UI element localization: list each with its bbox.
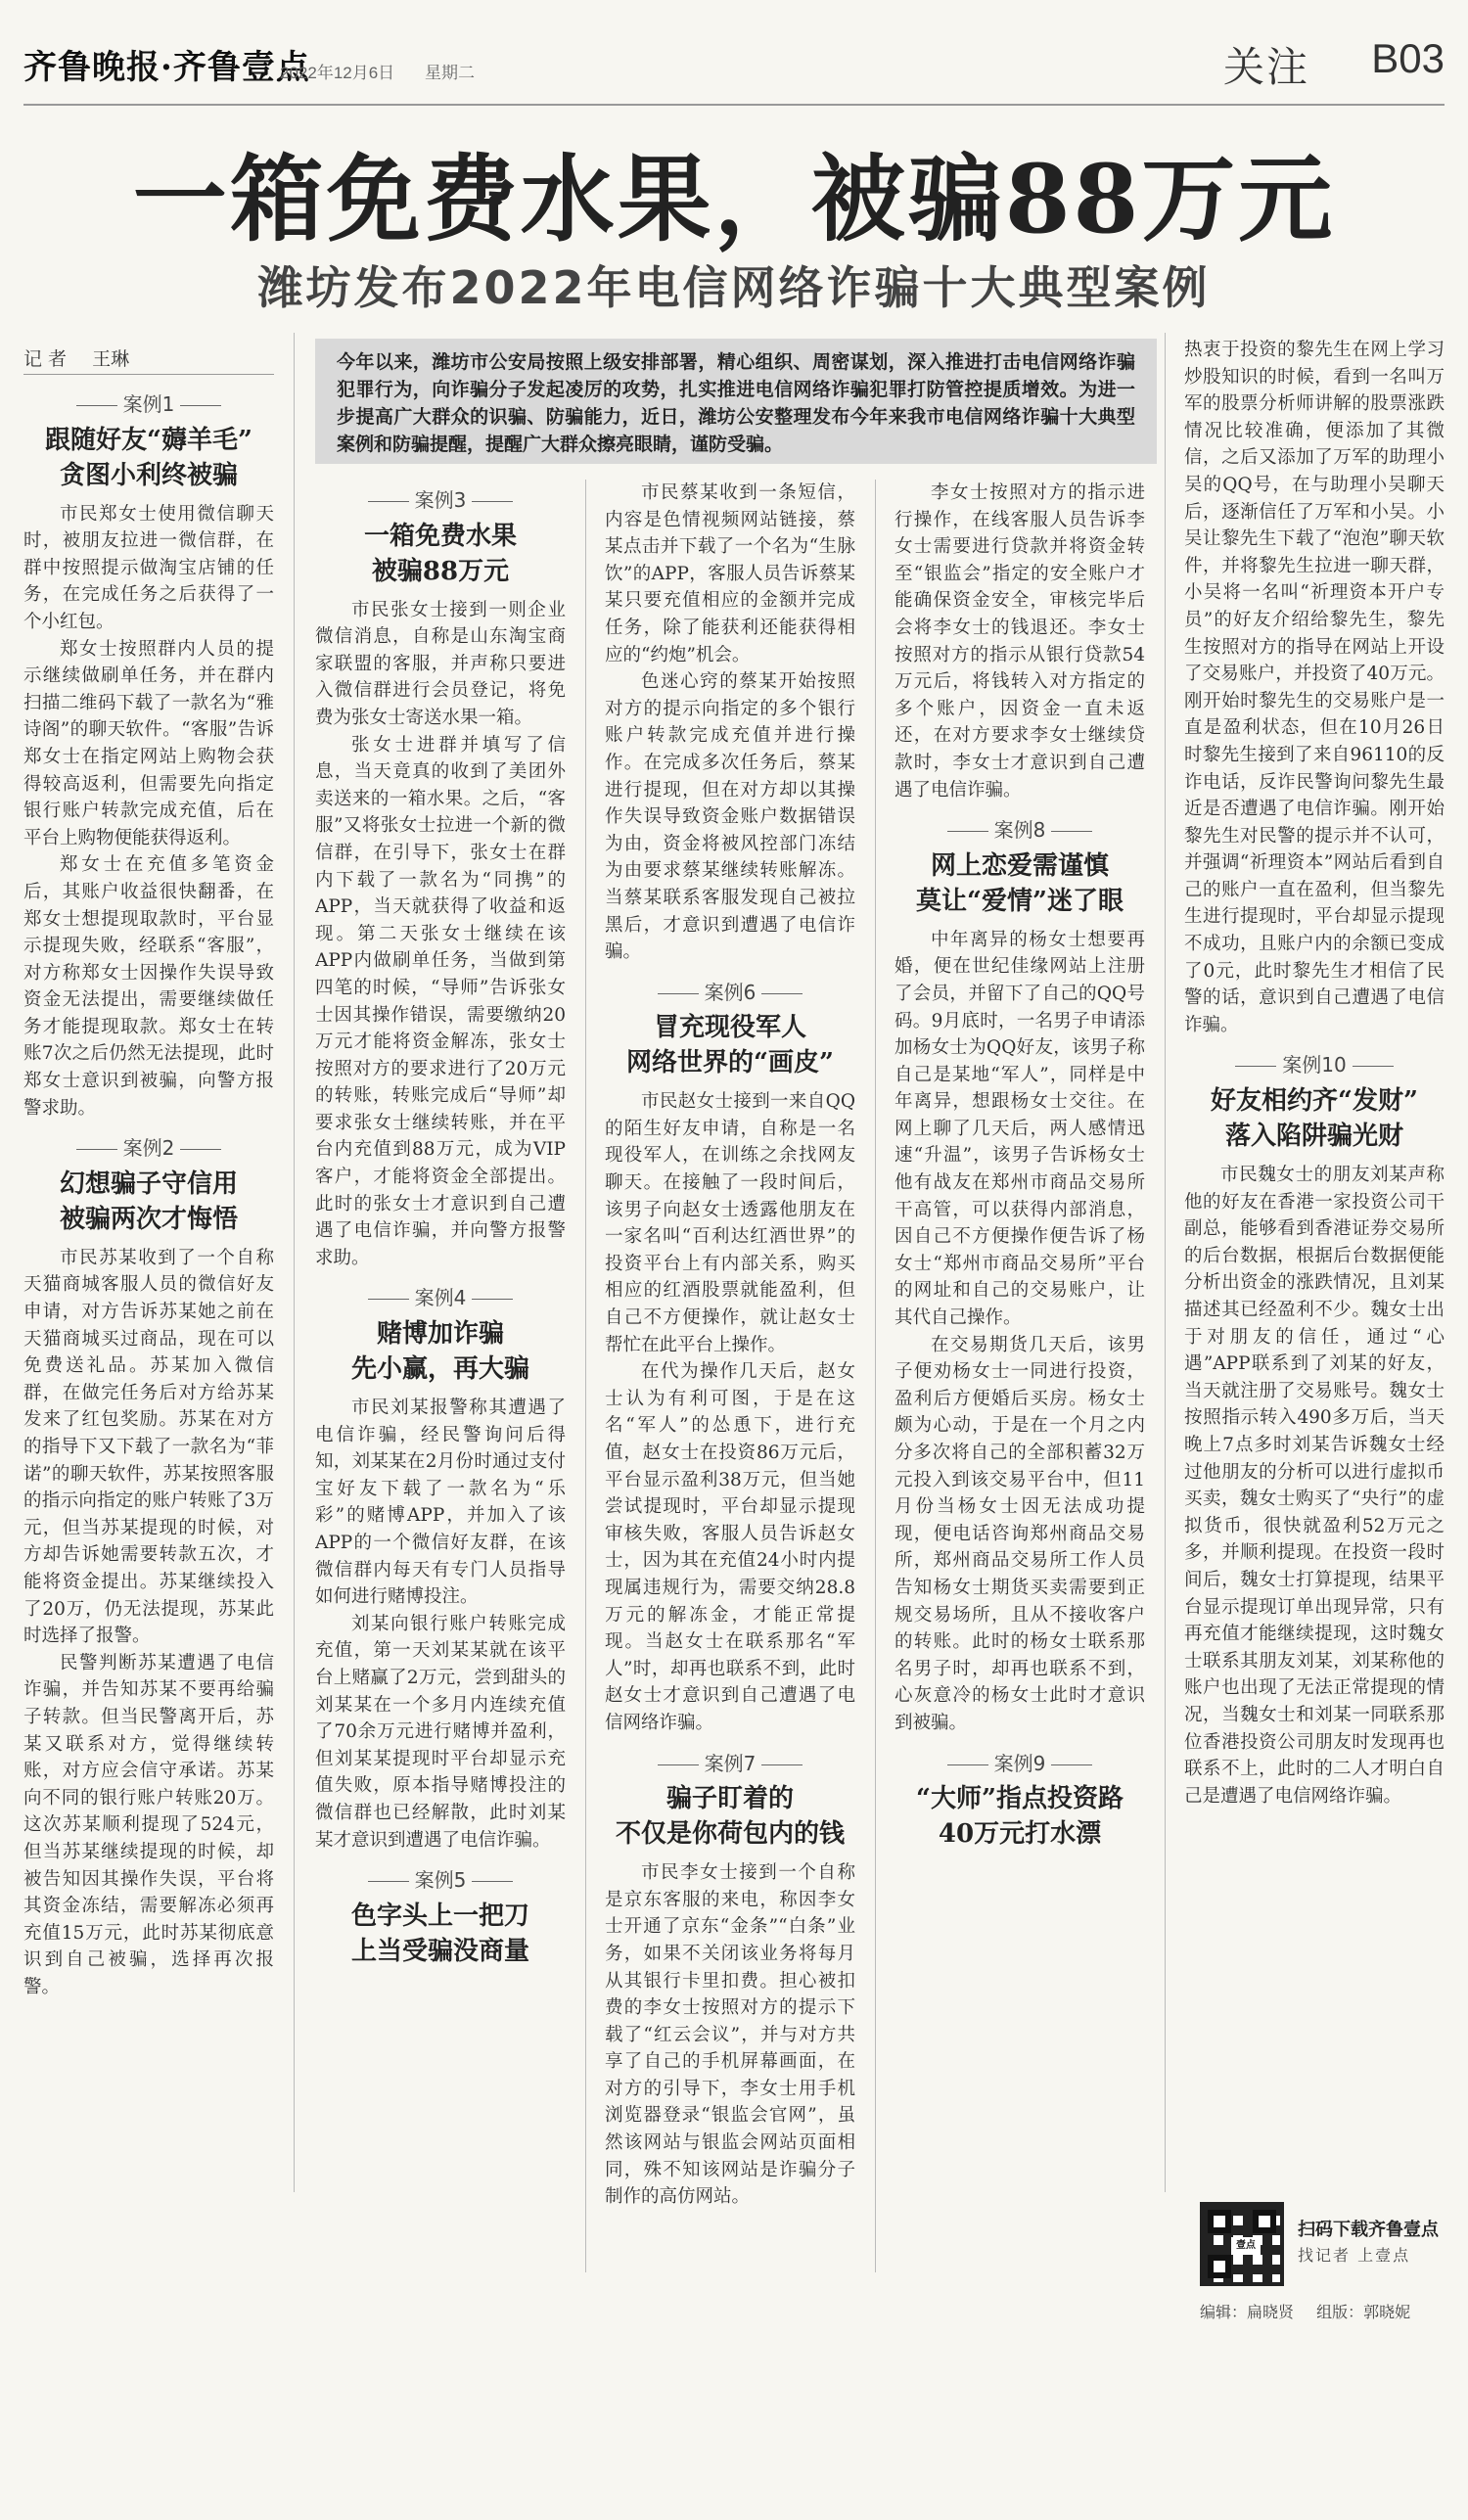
column-divider <box>875 480 876 2272</box>
issue-date: 2022年12月6日 <box>280 64 395 82</box>
article-paragraph: 市民刘某报警称其遭遇了电信诈骗，经民警询问后得知，刘某某在2月份时通过支付宝好友下载了一款名为“乐彩”的赌博APP，并加入了该APP的一个微信好友群，在该微信群内每天有专门人员指导如何进行赌博投注。 <box>315 1397 566 1608</box>
case-title: 赌博加诈骗 先小赢，再大骗 <box>350 1319 529 1385</box>
case-title: 幻想骗子守信用 被骗两次才悔悟 <box>59 1168 238 1234</box>
case-tag: 案例6 <box>605 980 855 1007</box>
article-paragraph: 市民郑女士使用微信聊天时，被朋友拉进一微信群，在群中按照提示做淘宝店铺的任务，在完成任务之后获得了一个小红包。 <box>23 503 274 632</box>
qr-promo <box>1200 2202 1445 2290</box>
case-title: 好友相约齐“发财” 落入陷阱骗光财 <box>1211 1086 1418 1152</box>
byline-label: 记者 <box>23 348 73 370</box>
byline <box>23 344 129 371</box>
case-title: 色字头上一把刀 上当受骗没商量 <box>350 1901 529 1966</box>
page-number: B03 <box>1371 35 1445 81</box>
article-paragraph: 市民李女士接到一个自称是京东客服的来电，称因李女士开通了京东“金条”“白条”业务，如果不关闭该业务将每月从其银行卡里扣费。担心被扣费的李女士按照对方的提示下载了“红云会议”，并与对方共享了自己的手机屏幕画面，在对方的引导下，李女士用手机浏览器登录“银监会官网”，虽然该网站与银监会网站页面相同，殊不知该网站是诈骗分子制作的高仿网站。 <box>605 1862 855 2208</box>
byline-name: 王琳 <box>92 348 130 370</box>
column-divider <box>1165 333 1166 2192</box>
editor-name: 编辑：扁晓贤 <box>1200 2303 1295 2321</box>
article-paragraph: 市民魏女士的朋友刘某声称他的好友在香港一家投资公司干副总，能够看到香港证券交易所的后台数据，根据后台数据便能分析出资金的涨跌情况，且刘某描述其已经盈利不少。魏女士出于对朋友的信任，通过“心遇”APP联系到了刘某的好友，当天就注册了交易账号。魏女士按照指示转入490多万后，当天晚上7点多时刘某告诉魏女士经过他朋友的分析可以进行虚拟币买卖，魏女士购买了“央行”的虚拟货币，很快就盈利52万元之多，并顺利提现。在投资一段时间后，魏女士打算提现，结果平台显示提现订单出现异常，只有再充值才能继续提现，这时魏女士联系其朋友刘某，刘某称他的账户也出现了无法正常提现的情况，当魏女士和刘某一同联系那位香港投资公司朋友时发现再也联系不上，此时的二人才明白自己是遭遇了电信网络诈骗。 <box>1184 1165 1445 1807</box>
article-paragraph: 张女士进群并填写了信息，当天竟真的收到了美团外卖送来的一箱水果。之后，“客服”又将张女士拉进一个新的微信群，在引导下，张女士在群内下载了一款名为“同携”的APP，当天就获得了收益和返现。第二天张女士继续在该APP内做刷单任务，当做到第四笔的时候，“导师”告诉张女士因其操作错误，需要缴纳20万元才能将资金解冻，张女士按照对方的要求进行了20万元的转账，转账完成后“导师”却要求张女士继续转账，并在平台内充值到88万元，成为VIP客户，才能将资金全部提出。此时的张女士才意识到自己遭遇了电信诈骗，并向警方报警求助。 <box>315 734 566 1268</box>
column-5 <box>1184 337 1445 2186</box>
article-paragraph: 热衷于投资的黎先生在网上学习炒股知识的时候，看到一名叫万军的股票分析师讲解的股票涨跌情况比较准确，便添加了其微信，之后又添加了万军的助理小吴的QQ号，在与助理小吴聊天后，逐渐信任了万军和小吴。小吴让黎先生下载了“泡泡”聊天软件，并将黎先生拉进一聊天群，小吴将一名叫“祈理资本开户专员”的好友介绍给黎先生，黎先生按照对方的指导在网站上开设了交易账户，并投资了40万元。刚开始时黎先生的交易账户是一直是盈利状态，但在10月26日时黎先生接到了来自96110的反诈电话，反诈民警询问黎先生最近是否遭遇了电信诈骗。刚开始黎先生对民警的提示并不认可，并强调“祈理资本”网站后看到自己的账户一直在盈利，但当黎先生进行提现时，平台却显示提现不成功，且账户内的余额已变成了0元，此时黎先生才相信了民警的话，意识到自己遭遇了电信诈骗。 <box>1184 340 1445 1035</box>
column-2 <box>315 480 566 2272</box>
article-paragraph: 市民蔡某收到一条短信，内容是色情视频网站链接，蔡某点击并下载了一个名为“生脉饮”的APP，客服人员告诉蔡某某只要充值相应的金额并完成任务，除了能获利还能获得相应的“约炮”机会。 <box>605 482 855 665</box>
column-divider <box>585 480 586 2272</box>
article-paragraph: 郑女士在充值多笔资金后，其账户收益很快翻番，在郑女士想提现取款时，平台显示提现失败，经联系“客服”，对方称郑女士因操作失误导致资金无法提出，需要继续做任务才能提现取款。郑女士在转账7次之后仍然无法提现，此时郑女士意识到被骗，向警方报警求助。 <box>23 854 274 1119</box>
case-tag: 案例1 <box>23 391 274 419</box>
column-4 <box>895 480 1145 2272</box>
column-divider <box>294 333 295 2192</box>
layout-editor-name: 组版：郭晓妮 <box>1316 2303 1411 2321</box>
newspaper-logo <box>23 37 310 90</box>
qr-logo: 壹点 <box>1231 2237 1261 2255</box>
case-tag: 案例2 <box>23 1135 274 1163</box>
masthead-divider <box>23 104 1445 106</box>
case-tag: 案例4 <box>315 1285 566 1312</box>
qr-caption: 扫码下载齐鲁壹点 <box>1298 2220 1439 2240</box>
case-tag: 案例10 <box>1184 1052 1445 1079</box>
case-title: 一箱免费水果 被骗88万元 <box>363 521 517 586</box>
qr-code-icon <box>1200 2202 1284 2286</box>
article-paragraph: 市民赵女士接到一来自QQ的陌生好友申请，自称是一名现役军人，在训练之余找网友聊天。在接触了一段时间后，该男子向赵女士透露他朋友在一家名叫“百利达红酒世界”的投资平台上有内部关系，购买相应的红酒股票就能盈利，但自己不方便操作，就让赵女士帮忙在此平台上操作。 <box>605 1091 855 1355</box>
article-paragraph: 民警判断苏某遭遇了电信诈骗，并告知苏某不要再给骗子转款。但当民警离开后，苏某又联系对方，觉得继续转账，对方应会信守承诺。苏某向不同的银行账户转账20万。这次苏某顺利提现了524元，但当苏某继续提现的时候，却被告知因其操作失误，平台将其资金冻结，需要解冻必须再充值15万元，此时苏某彻底意识到自己被骗，选择再次报警。 <box>23 1652 274 1997</box>
byline-divider <box>23 374 274 375</box>
article-paragraph: 市民苏某收到了一个自称天猫商城客服人员的微信好友申请，对方告诉苏某她之前在天猫商城买过商品，现在可以免费送礼品。苏某加入微信群，在做完任务后对方给苏某发来了红包奖励。苏某在对方的指导下又下载了一款名为“菲诺”的聊天软件，苏某按照客服的指示向指定的账户转账了3万元，但当苏某提现的时候，对方却告诉她需要转款五次，才能将资金提出。苏某继续投入了20万，仍无法提现，苏某此时选择了报警。 <box>23 1247 274 1647</box>
case-title: 骗子盯着的 不仅是你荷包内的钱 <box>615 1784 845 1850</box>
headline: 一箱免费水果，被骗88万元 <box>132 144 1336 254</box>
intro-box: 今年以来，潍坊市公安局按照上级安排部署，精心组织、周密谋划，深入推进打击电信网络诈骗犯罪行为，向诈骗分子发起凌厉的攻势，扎实推进电信网络诈骗犯罪打防管控提质增效。为进一步提高广大群众的识骗、防骗能力，近日，潍坊公安整理发布今年来我市电信网络诈骗十大典型案例和防骗提醒，提醒广大群众擦亮眼睛，谨防受骗。 <box>315 339 1157 464</box>
case-tag: 案例8 <box>895 817 1145 845</box>
article-paragraph: 刘某向银行账户转账完成充值，第一天刘某某就在该平台上赌赢了2万元，尝到甜头的刘某某在一个多月内连续充值了70余万元进行赌博并盈利，但刘某某提现时平台却显示充值失败，原本指导赌博投注的微信群也已经解散，此时刘某某才意识到遭遇了电信诈骗。 <box>315 1613 566 1851</box>
article-paragraph: 在交易期货几天后，该男子便劝杨女士一同进行投资，盈利后方便婚后买房。杨女士颇为心动，于是在一个月之内分多次将自己的全部积蓄32万元投入到该交易平台中，但11月份当杨女士因无法成功提现，便电话咨询郑州商品交易所，郑州商品交易所工作人员告知杨女士期货买卖需要到正规交易场所，且从不接收客户的转账。此时的杨女士联系那名男子时，却再也联系不到，心灰意冷的杨女士此时才意识到被骗。 <box>895 1334 1145 1733</box>
logo-text: 齐鲁晚报·齐鲁壹点 <box>23 47 310 87</box>
case-title: 冒充现役军人 网络世界的“画皮” <box>626 1013 834 1078</box>
section-name: 关注 <box>1222 43 1309 91</box>
issue-weekday: 星期二 <box>425 64 475 82</box>
case-title: 网上恋爱需谨慎 莫让“爱情”迷了眼 <box>916 850 1124 916</box>
article-paragraph: 郑女士按照群内人员的提示继续做刷单任务，并在群内扫描二维码下载了一款名为“雅诗阁”的聊天软件。“客服”告诉郑女士在指定网站上购物会获得较高返利，但需要先向指定银行账户转款完成充值，后在平台上购物便能获得返利。 <box>23 638 274 848</box>
case-title: 跟随好友“薅羊毛” 贪图小利终被骗 <box>45 425 252 490</box>
column-3 <box>605 480 855 2272</box>
column-1 <box>23 384 274 2272</box>
article-paragraph: 中年离异的杨女士想要再婚，便在世纪佳缘网站上注册了会员，并留下了自己的QQ号码。9月底时，一名男子申请添加杨女士为QQ好友，该男子称自己是某地“军人”，同样是中年离异，想跟杨女士交往。在网上聊了几天后，两人感情迅速“升温”，该男子告诉杨女士他有战友在郑州市商品交易所干高管，可以获得内部消息，因自己不方便操作便告诉了杨女士“郑州市商品交易所”平台的网址和自己的交易账户，让其代自己操作。 <box>895 929 1145 1329</box>
qr-subcaption: 找记者 上壹点 <box>1298 2246 1411 2265</box>
article-paragraph: 在代为操作几天后，赵女士认为有利可图，于是在这名“军人”的怂恿下，进行充值，赵女士在投资86万元后，平台显示盈利38万元，但当她尝试提现时，平台却显示提现审核失败，客服人员告诉赵女士，因为其在充值24小时内提现属违规行为，需要交纳28.8万元的解冻金，才能正常提现。当赵女士在联系那名“军人”时，却再也联系不到，此时赵女士才意识到自己遭遇了电信网络诈骗。 <box>605 1361 855 1733</box>
case-tag: 案例7 <box>605 1751 855 1778</box>
article-paragraph: 李女士按照对方的指示进行操作，在线客服人员告诉李女士需要进行贷款并将资金转至“银监会”指定的安全账户才能确保资金安全，审核完毕后会将李女士的钱退还。李女士按照对方的指示从银行贷款54万元后，将钱转入对方指定的多个账户，因资金一直未返还，在对方要求李女士继续贷款时，李女士才意识到自己遭遇了电信诈骗。 <box>895 482 1145 801</box>
editor-credits <box>1200 2300 1428 2322</box>
article-paragraph: 色迷心窍的蔡某开始按照对方的提示向指定的多个银行账户转款完成充值并进行操作。在完成多次任务后，蔡某进行提现，但在对方却以其操作失误导致资金账户数据错误为由，资金将被风控部门冻结为由要求蔡某继续转账解冻。当蔡某联系客服发现自己被拉黑后，才意识到遭遇了电信诈骗。 <box>605 671 855 963</box>
subheadline: 潍坊发布2022年电信网络诈骗十大典型案例 <box>257 261 1211 314</box>
case-tag: 案例9 <box>895 1751 1145 1778</box>
masthead <box>23 29 1445 98</box>
case-title: “大师”指点投资路 40万元打水漂 <box>916 1784 1124 1850</box>
article-paragraph: 市民张女士接到一则企业微信消息，自称是山东淘宝商家联盟的客服，并声称只要进入微信群进行会员登记，将免费为张女士寄送水果一箱。 <box>315 599 566 728</box>
case-tag: 案例3 <box>315 487 566 515</box>
case-tag: 案例5 <box>315 1867 566 1895</box>
